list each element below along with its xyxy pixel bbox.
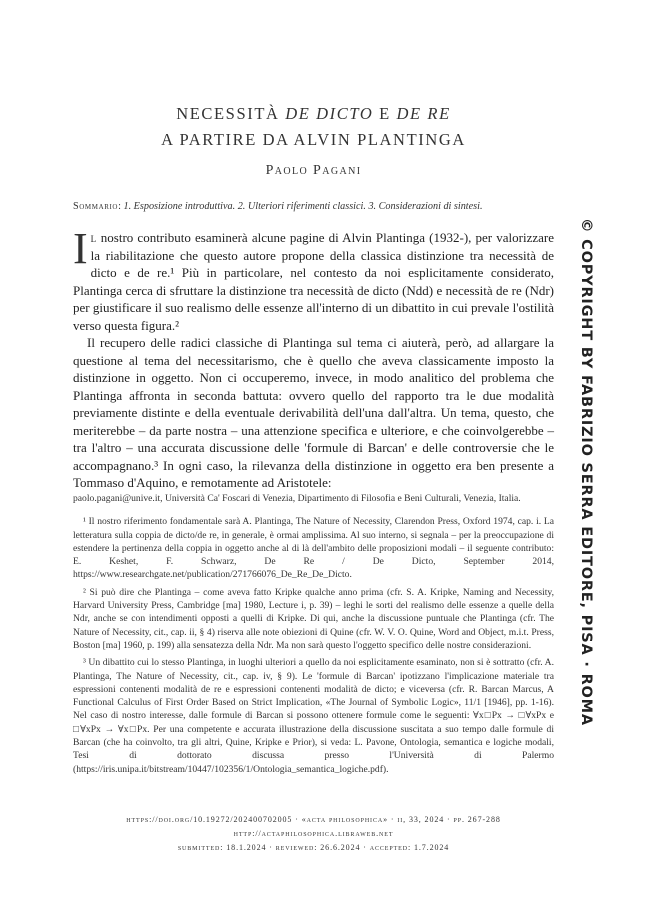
author-affiliation: paolo.pagani@unive.it, Università Ca' Foscari di Venezia, Dipartimento di Filosofia e Beni Culturali, Venezia, Italia. xyxy=(73,493,521,504)
footnote-2: ² Si può dire che Plantinga – come aveva fatto Kripke qualche anno prima (cfr. S. A. Kripke, Naming and Necessity, Harvard University Press, Cambridge [ma] 1980, Lecture i, p. 39) – leghi le sorti del realismo delle essenze a quelle della Ndr, anche se con intendimenti opposti a quelli di Kripke. Di qui, anche la discussione puntuale che Plantinga (cfr. The Nature of Necessity, cit., cap. ii, § 4) riserva alle note obiezioni di Quine (cfr. W. V. O. Quine, Word and Object, m.i.t. Press, Boston [ma] 1960, p. 199) alla sensatezza della Ndr. Ma non sarà questo l'oggetto specifico delle nostre considerazioni. xyxy=(73,586,554,651)
title-text: NECESSITÀ xyxy=(176,104,286,123)
copyright-vertical-text: © COPYRIGHT BY FABRIZIO SERRA EDITORE, PISA · ROMA xyxy=(578,218,594,726)
summary: Sommario: 1. Esposizione introduttiva. 2. Ulteriori riferimenti classici. 3. Considerazioni di sintesi. xyxy=(73,201,483,212)
paragraph-2: Il recupero delle radici classiche di Plantinga sul tema ci aiuterà, però, ad allargare la questione al tema del necessitarismo, che è quello che aveva classicamente imposto la distinzione in oggetto. Non ci occuperemo, invece, in modo analitico del problema che Plantinga affronta in seconda battuta: ovvero quello del rapporto tra le due modalità previamente distinte e della eventuale derivabilità dell'una dall'altra. Un tema, questo, che meriterebbe – da parte nostra – una attenzione specifica e ulteriore, e che coinvolgerebbe – tra l'altro – una accurata discussione delle 'formule di Barcan' e delle controversie che le accompagnano.³ In ogni caso, la rilevanza della distinzione in oggetto era ben presente a Tommaso d'Aquino, e remotamente ad Aristotele: xyxy=(73,335,554,490)
footer-doi[interactable]: https://doi.org/10.19272/202400702005 · «acta philosophica» · ii, 33, 2024 · pp. 267-288 xyxy=(126,815,501,824)
title-line-2: A PARTIRE DA ALVIN PLANTINGA xyxy=(161,130,466,149)
footer-url[interactable]: http://actaphilosophica.libraweb.net xyxy=(233,829,394,838)
paragraph-1-text: nostro contributo esaminerà alcune pagine di Alvin Plantinga (1932-), per valorizzare la riabilitazione che questo autore propone della classica distinzione tra necessità de dicto e de re.¹ Più in particolare, nel contesto da noi esplicitamente considerato, Plantinga cerca di sfruttare la distinzione tra necessità de dicto (Ndd) e necessità de re (Ndr) per giustificare il suo realismo delle essenze all'interno di un dibattito in cui prevale l'ostilità verso questa figura.² xyxy=(73,230,554,333)
footnote-1: ¹ Il nostro riferimento fondamentale sarà A. Plantinga, The Nature of Necessity, Clarendon Press, Oxford 1974, cap. i. La letteratura sulla coppia de dicto/de re, in generale, è ormai amplissima. Al suo interno, si segnala – per la preoccupazione di estendere la pertinenza della coppia in oggetto anche al di là dell'ambito delle proposizioni modali – il seguente contributo: E. Keshet, F. Schwarz, De Re / De Dicto, September 2014, https://www.researchgate.net/publication/271766076_De_Re_De_Dicto. xyxy=(73,516,554,581)
lead-small-caps: l xyxy=(90,230,97,245)
paragraph-1 xyxy=(73,224,554,334)
title-italic-de-dicto: DE DICTO xyxy=(285,104,374,123)
article-title xyxy=(73,101,554,153)
summary-items: 1. Esposizione introduttiva. 2. Ulteriori riferimenti classici. 3. Considerazioni di sintesi. xyxy=(123,201,483,212)
summary-label: Sommario xyxy=(73,201,119,212)
footnote-3: ³ Un dibattito cui lo stesso Plantinga, in luoghi ulteriori a quello da noi esplicitamente esaminato, non si è sottratto (cfr. A. Plantinga, The Nature of Necessity, cit., cap. iv, § 9). Le 'formule di Barcan' ipotizzano l'implicazione materiale tra espressioni contenenti modalità de re e espressioni contenenti modalità de dicto; e viceversa (cfr. R. Barcan Marcus, A Functional Calculus of First Order Based on Strict Implication, «The Journal of Symbolic Logic», 11/1 [1946], pp. 1-16). Nel caso di nostro interesse, dalle formule di Barcan si possono ottenere formule come le seguenti: ∀x□Px → □∀xPx e □∀xPx → ∀x□Px. Per una competente e accurata illustrazione della discussione suscitata a suo tempo dalle formule di Barcan (che ha coinvolto, tra gli altri, Quine, Kripke e Prior), si veda: L. Pavone, Ontologia, semantica e logiche modali, Tesi di dottorato discussa presso l'Università di Palermo (https://iris.unipa.it/bitstream/10447/102356/1/Ontologia_semantica_logiche.pdf). xyxy=(73,657,554,775)
drop-cap: I xyxy=(73,224,88,273)
title-italic-de-re: DE RE xyxy=(396,104,451,123)
footer-dates: submitted: 18.1.2024 · reviewed: 26.6.2024 · accepted: 1.7.2024 xyxy=(177,843,450,852)
author-name: Paolo Pagani xyxy=(265,163,362,178)
title-text: E xyxy=(373,104,397,123)
footnotes xyxy=(73,492,554,780)
article-body xyxy=(73,224,554,492)
title-line-1 xyxy=(73,101,554,127)
